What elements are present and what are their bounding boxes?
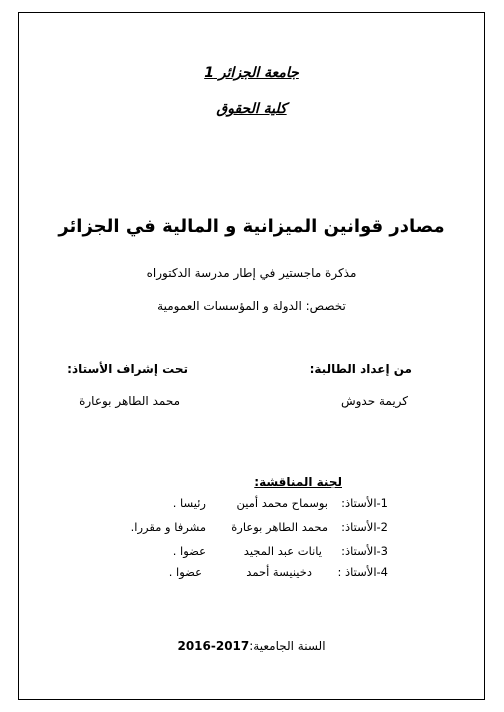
student-name: كريمة حدوش <box>340 394 408 408</box>
thesis-specialty: تخصص: الدولة و المؤسسات العمومية <box>157 299 346 313</box>
member-name: يانات عبد المجيد <box>243 544 322 558</box>
committee-member <box>17 496 484 514</box>
academic-year-label: السنة الجامعية: <box>249 639 326 653</box>
supervisor-name: محمد الطاهر بوعارة <box>79 394 180 408</box>
member-prefix: 3-الأستاذ: <box>341 544 388 558</box>
committee-title: لجنة المناقشة: <box>254 475 342 489</box>
thesis-title: مصادر قوانين الميزانية و المالية في الجزائر <box>58 216 445 237</box>
academic-year <box>19 639 484 653</box>
member-name: دخينيسة أحمد <box>246 565 312 579</box>
member-role: رئيسا . <box>172 496 206 510</box>
member-name: بوسماح محمد أمين <box>236 496 328 510</box>
committee-member <box>17 565 484 583</box>
member-role: عضوا . <box>168 565 202 579</box>
supervisor-label: تحت إشراف الأستاذ: <box>67 362 188 376</box>
student-label: من إعداد الطالبة: <box>309 362 412 376</box>
member-role: مشرفا و مقررا. <box>130 520 206 534</box>
committee-member <box>17 544 484 562</box>
member-prefix: 1-الأستاذ: <box>341 496 388 510</box>
faculty-name: كلية الحقوق <box>216 101 287 117</box>
member-name: محمد الطاهر بوعارة <box>231 520 328 534</box>
cover-page <box>18 12 485 700</box>
member-prefix: 2-الأستاذ: <box>341 520 388 534</box>
committee-member <box>17 520 484 538</box>
academic-year-value: 2016-2017 <box>177 639 250 653</box>
member-prefix: 4-الأستاذ : <box>337 565 388 579</box>
member-role: عضوا . <box>172 544 206 558</box>
thesis-type: مذكرة ماجستير في إطار مدرسة الدكتوراه <box>146 266 357 280</box>
university-name: جامعة الجزائر 1 <box>204 65 299 81</box>
